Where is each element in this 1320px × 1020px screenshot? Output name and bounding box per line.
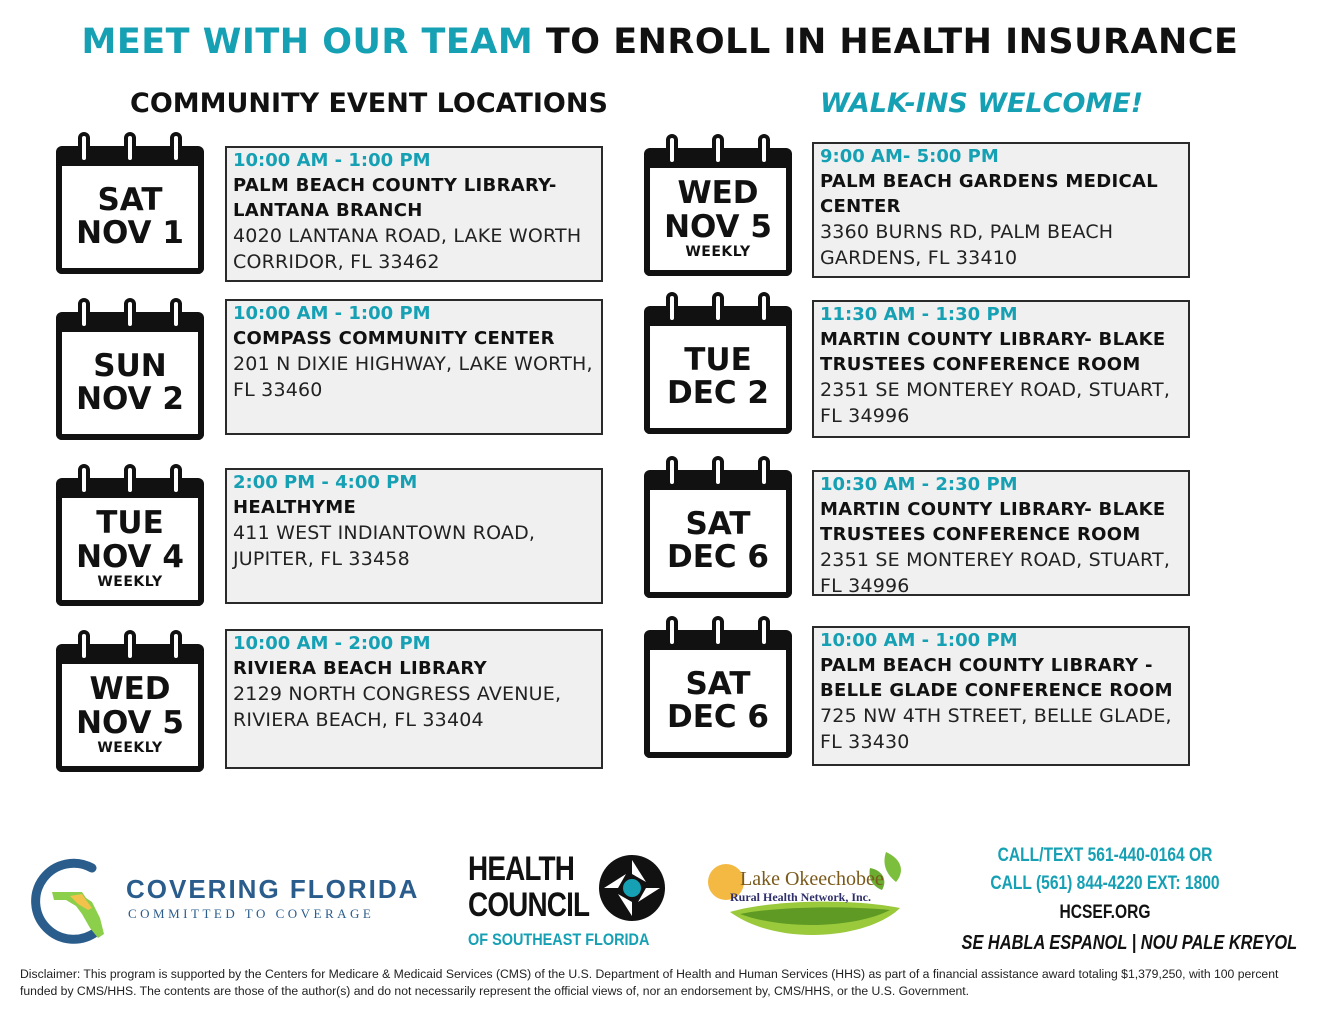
event-address: 3360 BURNS RD, PALM BEACH GARDENS, FL 33410 xyxy=(820,221,1114,269)
event-venue: PALM BEACH GARDENS MEDICAL CENTER xyxy=(820,171,1158,217)
event-day: SAT xyxy=(685,505,751,542)
calendar-ring xyxy=(78,630,90,662)
event-date: NOV 5 xyxy=(76,704,184,741)
event-card xyxy=(812,142,1190,278)
event-day: WED xyxy=(89,671,171,708)
calendar-body xyxy=(644,168,792,276)
event-card xyxy=(225,299,603,435)
event-day: WED xyxy=(677,175,759,212)
calendar-ring xyxy=(170,464,182,496)
event-address: 201 N DIXIE HIGHWAY, LAKE WORTH, FL 33460 xyxy=(233,353,593,401)
calendar-icon xyxy=(56,298,204,440)
covering-florida-logo xyxy=(30,858,430,948)
calendar-ring xyxy=(666,134,678,166)
walk-ins-heading: WALK-INS WELCOME! xyxy=(820,88,1144,119)
calendar-body xyxy=(644,650,792,758)
covering-florida-name: COVERING FLORIDA xyxy=(126,874,420,904)
event-address: 4020 LANTANA ROAD, LAKE WORTH CORRIDOR, FL 33462 xyxy=(233,225,582,273)
event-time: 9:00 AM- 5:00 PM xyxy=(820,146,999,167)
calendar-ring xyxy=(124,298,136,330)
calendar-body xyxy=(56,498,204,606)
health-council-line2: COUNCIL xyxy=(468,886,590,924)
page-title xyxy=(0,22,1320,62)
event-day: SAT xyxy=(685,665,751,702)
event-card xyxy=(225,146,603,282)
event-card xyxy=(812,626,1190,766)
health-council-logo xyxy=(468,852,678,952)
calendar-ring xyxy=(712,292,724,324)
lake-okeechobee-name: Lake Okeechobee xyxy=(740,868,884,890)
calendar-ring xyxy=(170,132,182,164)
calendar-ring xyxy=(170,298,182,330)
contact-languages: SE HABLA ESPANOL | NOU PALE KREYOL xyxy=(961,932,1298,954)
event-day: TUE xyxy=(96,505,164,542)
event-venue: COMPASS COMMUNITY CENTER xyxy=(233,328,555,349)
contact-phone-2[interactable]: CALL (561) 844-4220 EXT: 1800 xyxy=(990,873,1220,894)
contact-block xyxy=(930,842,1298,958)
event-venue: MARTIN COUNTY LIBRARY- BLAKE TRUSTEES CONFERENCE ROOM xyxy=(820,499,1166,545)
calendar-ring xyxy=(712,456,724,488)
calendar-ring xyxy=(712,616,724,648)
calendar-ring xyxy=(758,292,770,324)
health-council-sub: OF SOUTHEAST FLORIDA xyxy=(468,930,650,949)
event-date: NOV 2 xyxy=(76,381,184,417)
calendar-body xyxy=(56,664,204,772)
event-time: 10:00 AM - 2:00 PM xyxy=(233,633,431,654)
calendar-ring xyxy=(666,292,678,324)
event-weekly: WEEKLY xyxy=(97,740,163,757)
calendar-ring xyxy=(758,134,770,166)
event-day: TUE xyxy=(684,341,752,378)
calendar-ring xyxy=(78,132,90,164)
event-address: 2129 NORTH CONGRESS AVENUE, RIVIERA BEACH, FL 33404 xyxy=(233,683,562,731)
event-address: 2351 SE MONTEREY ROAD, STUART, FL 34996 xyxy=(820,549,1171,596)
calendar-ring xyxy=(124,132,136,164)
calendar-ring xyxy=(124,630,136,662)
event-time: 2:00 PM - 4:00 PM xyxy=(233,472,418,493)
calendar-ring xyxy=(758,616,770,648)
calendar-ring xyxy=(78,464,90,496)
event-weekly: WEEKLY xyxy=(97,574,163,591)
event-day: SUN xyxy=(93,347,167,384)
calendar-icon xyxy=(644,292,792,434)
calendar-body xyxy=(644,326,792,434)
event-venue: MARTIN COUNTY LIBRARY- BLAKE TRUSTEES CONFERENCE ROOM xyxy=(820,329,1166,375)
calendar-ring xyxy=(666,456,678,488)
calendar-ring xyxy=(666,616,678,648)
title-rest: TO ENROLL IN HEALTH INSURANCE xyxy=(545,22,1239,62)
calendar-ring xyxy=(78,298,90,330)
event-address: 2351 SE MONTEREY ROAD, STUART, FL 34996 xyxy=(820,379,1171,427)
lake-okeechobee-logo xyxy=(700,848,920,950)
lake-okeechobee-sub: Rural Health Network, Inc. xyxy=(730,890,871,904)
event-card xyxy=(812,300,1190,438)
event-address: 725 NW 4TH STREET, BELLE GLADE, FL 33430 xyxy=(820,705,1172,753)
calendar-icon xyxy=(644,134,792,276)
calendar-body xyxy=(56,332,204,440)
event-venue: HEALTHYME xyxy=(233,497,357,518)
event-venue: RIVIERA BEACH LIBRARY xyxy=(233,658,487,679)
aperture-icon xyxy=(596,852,668,924)
event-time: 10:00 AM - 1:00 PM xyxy=(820,630,1018,651)
contact-website[interactable]: HCSEF.ORG xyxy=(1059,902,1151,923)
event-time: 11:30 AM - 1:30 PM xyxy=(820,304,1018,325)
event-date: DEC 6 xyxy=(666,539,770,575)
event-venue: PALM BEACH COUNTY LIBRARY- LANTANA BRANCH xyxy=(233,175,557,221)
title-accent: MEET WITH OUR TEAM xyxy=(81,22,534,62)
event-card xyxy=(812,470,1190,596)
event-time: 10:00 AM - 1:00 PM xyxy=(233,150,431,171)
disclaimer: Disclaimer: This program is supported by the Centers for Medicare & Medicaid Services (CMS) of the U.S. Department of Health and Human Services (HHS) as part of a financial assistance award totaling $1,379,250, with 100 percent funded by CMS/HHS. The contents are those of the author(s) and do not necessarily represent the official views of, nor an endorsement by, CMS/HHS, or the U.S. Government. xyxy=(20,967,1279,998)
florida-map-icon xyxy=(30,858,120,946)
event-date: DEC 2 xyxy=(666,375,770,411)
contact-phone-1[interactable]: CALL/TEXT 561-440-0164 OR xyxy=(997,845,1213,866)
calendar-ring xyxy=(170,630,182,662)
event-weekly: WEEKLY xyxy=(685,244,751,261)
calendar-icon xyxy=(56,630,204,772)
calendar-icon xyxy=(644,456,792,598)
calendar-ring xyxy=(124,464,136,496)
event-card xyxy=(225,629,603,769)
event-address: 411 WEST INDIANTOWN ROAD, JUPITER, FL 33458 xyxy=(233,522,536,570)
community-events-heading: COMMUNITY EVENT LOCATIONS xyxy=(130,88,608,119)
calendar-body xyxy=(56,166,204,274)
calendar-icon xyxy=(644,616,792,758)
event-date: NOV 1 xyxy=(76,215,184,251)
event-date: DEC 6 xyxy=(666,699,770,735)
calendar-ring xyxy=(712,134,724,166)
calendar-icon xyxy=(56,464,204,606)
calendar-icon xyxy=(56,132,204,274)
calendar-ring xyxy=(758,456,770,488)
calendar-body xyxy=(644,490,792,598)
event-time: 10:30 AM - 2:30 PM xyxy=(820,474,1018,495)
event-card xyxy=(225,468,603,604)
health-council-line1: HEALTH xyxy=(468,850,575,888)
event-venue: PALM BEACH COUNTY LIBRARY - BELLE GLADE CONFERENCE ROOM xyxy=(820,655,1173,701)
event-time: 10:00 AM - 1:00 PM xyxy=(233,303,431,324)
event-date: NOV 5 xyxy=(664,208,772,245)
covering-florida-tagline: COMMITTED TO COVERAGE xyxy=(128,906,375,921)
event-date: NOV 4 xyxy=(76,538,184,575)
event-day: SAT xyxy=(97,181,163,218)
